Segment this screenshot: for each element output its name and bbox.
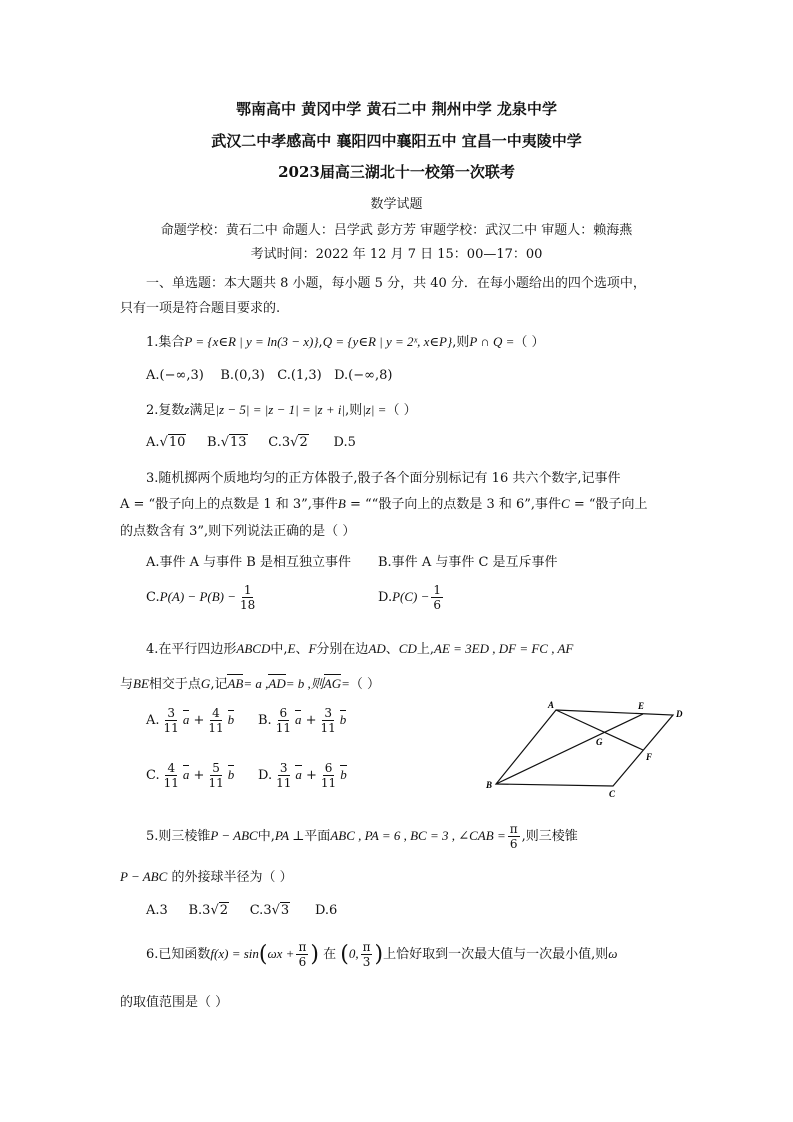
q4-text: 上, bbox=[416, 642, 434, 657]
fraction-numerator: 6 bbox=[324, 761, 333, 775]
q5-text: 中, bbox=[257, 829, 275, 844]
q2-option-c-radicand: 2 bbox=[299, 435, 308, 450]
diagonal-ac bbox=[556, 710, 613, 786]
vector-b: b bbox=[227, 712, 235, 727]
q5-text: ,则三棱锥 bbox=[521, 829, 578, 844]
option-label: C. bbox=[249, 903, 264, 918]
q2-options bbox=[146, 435, 356, 450]
q1-option-d: D.(−∞,8) bbox=[334, 368, 393, 383]
q3-line2-part-c: = ““骰子向上的点数是 3 和 6”,事件 bbox=[345, 497, 562, 512]
label-b: B bbox=[486, 780, 493, 790]
segment-be bbox=[496, 714, 643, 784]
fraction-numerator: 1 bbox=[243, 583, 252, 597]
q4-math: AD bbox=[368, 641, 386, 656]
q5-options bbox=[146, 903, 337, 918]
q3-event-b: B bbox=[337, 496, 346, 511]
school-list-line-1: 鄂南高中 黄冈中学 黄石二中 荆州中学 龙泉中学 bbox=[236, 100, 557, 118]
q4-math: F bbox=[308, 641, 317, 656]
coefficient: 3 bbox=[202, 903, 211, 918]
q1-sep: , bbox=[318, 335, 323, 350]
school-list-line-2: 武汉二中孝感高中 襄阳四中襄阳五中 宜昌一中夷陵中学 bbox=[211, 132, 582, 150]
q2-option-d: D.5 bbox=[333, 435, 356, 450]
q2-option-b-radicand: 13 bbox=[230, 435, 247, 450]
fraction-denominator: 11 bbox=[208, 776, 224, 790]
q2-tail: ,则 bbox=[345, 403, 363, 418]
vector-a: a bbox=[294, 712, 302, 727]
q5-option-d: D.6 bbox=[314, 903, 338, 918]
q4-text: ,记 bbox=[210, 677, 228, 692]
q4-line-2 bbox=[120, 673, 380, 692]
q4-math: AE = 3ED , DF = FC , AF bbox=[434, 641, 574, 656]
q4-option-c bbox=[146, 761, 234, 790]
fraction-denominator: 11 bbox=[276, 776, 292, 790]
q3-option-c-fraction bbox=[238, 583, 257, 612]
authors-line: 命题学校：黄石二中 命题人：吕学武 彭方芳 审题学校：武汉二中 审题人：赖海燕 bbox=[160, 223, 633, 238]
q6-math: ωx + bbox=[267, 946, 295, 961]
q2-var: z bbox=[184, 402, 190, 417]
fraction bbox=[319, 706, 338, 735]
q1-set-q: Q = {y∈R | y = 2ˣ, x∈P} bbox=[322, 334, 453, 349]
label-d: D bbox=[676, 709, 683, 719]
fraction-numerator: π bbox=[509, 822, 518, 836]
fraction-pi-over-6 bbox=[508, 822, 520, 851]
q1-option-b: B.(0,3) bbox=[220, 368, 265, 383]
q4-text: 、 bbox=[385, 642, 399, 657]
vector-b: b bbox=[340, 767, 347, 782]
q4-option-b bbox=[258, 706, 346, 735]
label-c: C bbox=[609, 789, 616, 798]
q4-math: = b ,则 bbox=[285, 676, 324, 691]
fraction bbox=[274, 761, 293, 790]
q3-option-d-fraction bbox=[431, 583, 443, 612]
q4-math: E bbox=[287, 641, 296, 656]
fraction bbox=[162, 706, 181, 735]
q4-text: 中, bbox=[270, 642, 288, 657]
fraction-denominator: 11 bbox=[320, 721, 336, 735]
q4-line-1 bbox=[146, 638, 573, 657]
question-1 bbox=[146, 331, 545, 350]
exam-title: 2023届高三湖北十一校第一次联考 bbox=[278, 163, 515, 181]
fraction-pi-over-3 bbox=[361, 940, 373, 969]
subject-title: 数学试题 bbox=[370, 197, 423, 212]
option-label: B. bbox=[258, 713, 272, 728]
option-label: D. bbox=[258, 768, 273, 783]
q3-line2-part-a: A = “骰子向上的点数是 1 和 3”,事件 bbox=[120, 497, 338, 512]
q4-math: BE bbox=[133, 676, 149, 691]
q4-math: ABCD bbox=[236, 641, 271, 656]
fraction-denominator: 11 bbox=[320, 776, 337, 790]
fraction-denominator: 6 bbox=[433, 598, 442, 612]
plus-sign: + bbox=[193, 768, 205, 783]
q3-option-c-label: C. bbox=[146, 590, 160, 605]
q3-line2-part-e: = “骰子向上 bbox=[569, 497, 648, 512]
q2-option-b: B.√13 bbox=[207, 435, 247, 450]
q4-option-d bbox=[258, 761, 347, 790]
section-intro-line-2: 只有一项是符合题目要求的. bbox=[120, 301, 281, 316]
q4-paren: （ ） bbox=[349, 677, 381, 692]
q2-mid: 满足 bbox=[189, 403, 216, 418]
q5-text: 5.则三棱锥 bbox=[146, 829, 211, 844]
q3-option-d bbox=[378, 583, 445, 612]
radicand: 2 bbox=[219, 903, 229, 918]
exam-time: 考试时间：2022 年 12 月 7 日 15：00—17：00 bbox=[250, 247, 543, 262]
q2-option-a: A.√10 bbox=[146, 435, 186, 450]
q1-paren: （ ） bbox=[514, 335, 545, 350]
option-label: C. bbox=[146, 768, 160, 783]
plus-sign: + bbox=[306, 768, 317, 783]
q3-option-c-expr: P(A) − P(B) − bbox=[159, 589, 236, 604]
q5-option-c: C.3√3 bbox=[249, 903, 290, 918]
label-f: F bbox=[646, 752, 653, 762]
fraction bbox=[274, 706, 293, 735]
q6-math: 0, bbox=[348, 946, 359, 961]
q5-math: P − ABC bbox=[120, 869, 168, 884]
q4-option-a bbox=[146, 706, 234, 735]
q5-option-b: B.3√2 bbox=[188, 903, 229, 918]
vector-ag: AG bbox=[323, 676, 342, 691]
q3-option-d-label: D. bbox=[378, 590, 393, 605]
vector-a: a bbox=[295, 767, 302, 782]
q4-text: 分别在边 bbox=[316, 642, 369, 657]
q1-options bbox=[146, 368, 392, 383]
q1-tail: ,则 bbox=[452, 335, 470, 350]
q1-prefix: 1.集合 bbox=[146, 335, 185, 350]
q5-text: 平面 bbox=[304, 829, 331, 844]
q2-option-a-label: A. bbox=[146, 435, 160, 450]
vector-a: a bbox=[182, 767, 190, 782]
fraction-numerator: 6 bbox=[279, 706, 288, 720]
q2-expr: |z| = bbox=[362, 402, 387, 417]
q2-option-b-label: B. bbox=[207, 435, 221, 450]
fraction-denominator: 11 bbox=[163, 776, 179, 790]
q3-option-a: A.事件 A 与事件 B 是相互独立事件 bbox=[146, 555, 351, 570]
q4-math: G bbox=[200, 676, 211, 691]
plus-sign: + bbox=[193, 713, 205, 728]
q1-expr: P ∩ Q = bbox=[469, 334, 515, 349]
fraction bbox=[206, 706, 225, 735]
q5-line-1 bbox=[146, 822, 578, 851]
q4-math: = a , bbox=[243, 676, 269, 691]
fraction-numerator: 4 bbox=[167, 761, 176, 775]
q6-text: 在 bbox=[323, 947, 337, 962]
label-a: A bbox=[548, 700, 555, 710]
q6-line-2: 的取值范围是（ ） bbox=[120, 995, 229, 1010]
fraction-numerator: 3 bbox=[324, 706, 332, 720]
q6-text: 6.已知函数 bbox=[146, 947, 211, 962]
q3-line-1: 3.随机掷两个质地均匀的正方体骰子,骰子各个面分别标记有 16 共六个数字,记事件 bbox=[146, 471, 621, 486]
q4-text: 、 bbox=[295, 642, 309, 657]
fraction-denominator: 3 bbox=[362, 955, 371, 969]
fraction-denominator: 11 bbox=[275, 721, 291, 735]
vector-ad: AD bbox=[268, 676, 286, 691]
q6-text: 上恰好取到一次最大值与一次最小值,则 bbox=[383, 947, 609, 962]
q3-option-b: B.事件 A 与事件 C 是互斥事件 bbox=[378, 555, 558, 570]
fraction bbox=[162, 761, 181, 790]
q3-option-c bbox=[146, 583, 259, 612]
q1-set-p: P = {x∈R | y = ln(3 − x)} bbox=[184, 334, 319, 349]
q2-option-a-radicand: 10 bbox=[168, 435, 186, 450]
vector-a: a bbox=[182, 712, 190, 727]
q4-text: 4.在平行四边形 bbox=[146, 642, 237, 657]
q5-math: ABC , PA = 6 , BC = 3 , ∠CAB = bbox=[330, 828, 506, 843]
label-g: G bbox=[596, 737, 603, 747]
q2-paren: （ ） bbox=[386, 403, 417, 418]
fraction-numerator: 4 bbox=[212, 706, 220, 720]
q3-line-2 bbox=[120, 493, 648, 512]
q3-option-d-expr: P(C) − bbox=[392, 589, 430, 604]
q3-event-c: C bbox=[561, 496, 570, 511]
section-intro-line-1: 一、单选题：本大题共 8 小题，每小题 5 分，共 40 分．在每小题给出的四个选项中， bbox=[146, 276, 646, 291]
radicand: 3 bbox=[280, 903, 290, 918]
fraction bbox=[319, 761, 338, 790]
coefficient: 3 bbox=[263, 903, 272, 918]
fraction-denominator: 11 bbox=[208, 721, 224, 735]
fraction-numerator: π bbox=[298, 940, 307, 954]
q6-omega: ω bbox=[608, 946, 618, 961]
fraction-numerator: π bbox=[362, 940, 371, 954]
q5-math: PA ⊥ bbox=[274, 828, 305, 843]
q3-line-3: 的点数含有 3”,则下列说法正确的是（ ） bbox=[120, 524, 356, 539]
q4-text: 相交于点 bbox=[148, 677, 201, 692]
q4-text: 与 bbox=[120, 677, 134, 692]
fraction bbox=[206, 761, 225, 790]
q5-text: 的外接球半径为（ ） bbox=[171, 870, 293, 885]
question-2 bbox=[146, 399, 417, 418]
fraction-denominator: 18 bbox=[240, 598, 256, 612]
vector-b: b bbox=[339, 712, 347, 727]
q1-option-c: C.(1,3) bbox=[277, 368, 322, 383]
vector-ab: AB bbox=[227, 676, 244, 691]
fraction-denominator: 11 bbox=[163, 721, 179, 735]
q2-cond: |z − 5| = |z − 1| = |z + i| bbox=[215, 402, 346, 417]
q4-math: = bbox=[341, 676, 350, 691]
q5-option-a: A.3 bbox=[146, 903, 168, 918]
option-label: A. bbox=[146, 713, 160, 728]
label-e: E bbox=[638, 701, 645, 711]
fraction-denominator: 6 bbox=[298, 955, 307, 969]
fraction-denominator: 6 bbox=[509, 837, 518, 851]
q2-prefix: 2.复数 bbox=[146, 403, 185, 418]
fraction-numerator: 3 bbox=[167, 706, 175, 720]
q4-math: CD bbox=[398, 641, 417, 656]
q1-option-a: A.(−∞,3) bbox=[146, 368, 204, 383]
option-label: B. bbox=[188, 903, 203, 918]
plus-sign: + bbox=[305, 713, 317, 728]
q6-line-1: 6.已知函数f(x) = sin(ωx + $\frac{\pi}{6}$ ) 在 (0, $\frac{\pi}{3}$ )上恰好取到一次最大值与一次最小值,则ω bbox=[146, 940, 618, 969]
q5-line-2 bbox=[120, 866, 293, 885]
parallelogram-figure bbox=[480, 698, 690, 798]
q5-math: P − ABC bbox=[210, 828, 258, 843]
fraction-pi-over-6 bbox=[296, 940, 308, 969]
vector-b: b bbox=[227, 767, 235, 782]
q2-option-c-label: C. bbox=[268, 435, 282, 450]
fraction-numerator: 3 bbox=[279, 761, 288, 775]
q2-option-c: C.3√2 bbox=[268, 435, 308, 450]
fraction-numerator: 5 bbox=[212, 761, 220, 775]
q2-option-c-coef: 3 bbox=[281, 435, 291, 450]
q6-math: f(x) = sin bbox=[210, 946, 259, 961]
fraction-numerator: 1 bbox=[433, 583, 442, 597]
